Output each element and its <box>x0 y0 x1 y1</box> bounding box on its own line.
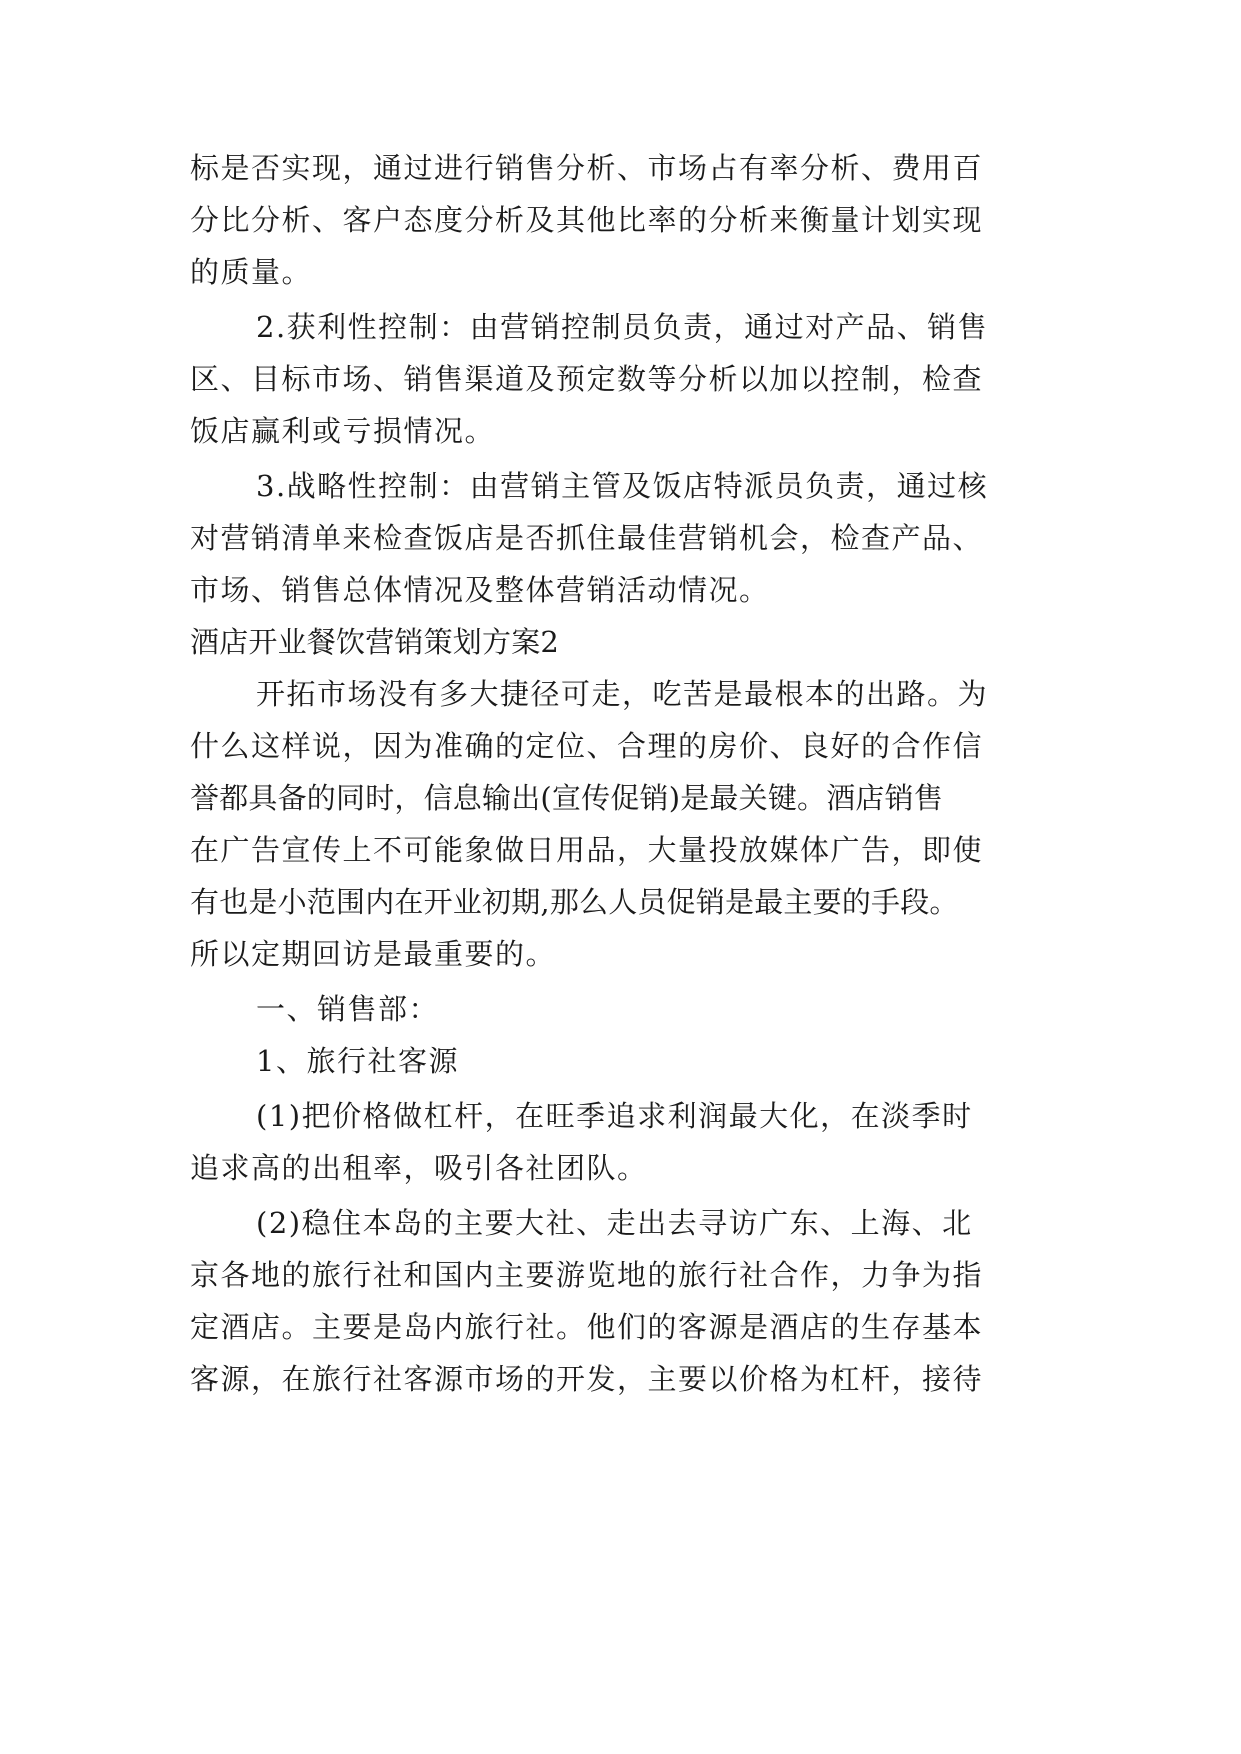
body-text-line: 饭店赢利或亏损情况。 <box>190 414 496 448</box>
body-text-line: 定酒店。主要是岛内旅行社。他们的客源是酒店的生存基本 <box>190 1310 984 1344</box>
list-item-text-line: 2.获利性控制：由营销控制员负责，通过对产品、销售 <box>256 310 989 344</box>
body-text-line: 区、目标市场、销售渠道及预定数等分析以加以控制，检查 <box>190 362 984 396</box>
body-text-line: 京各地的旅行社和国内主要游览地的旅行社合作，力争为指 <box>190 1258 984 1292</box>
body-text-line: 誉都具备的同时，信息输出(宣传促销)是最关键。酒店销售 <box>190 781 944 815</box>
body-text-line: 客源，在旅行社客源市场的开发，主要以价格为杠杆，接待 <box>190 1362 984 1396</box>
heading-sales-department: 一、销售部： <box>256 992 440 1026</box>
section-title: 酒店开业餐饮营销策划方案2 <box>190 625 560 659</box>
subheading-travel-agency-source: 1、旅行社客源 <box>256 1044 459 1078</box>
body-text-line: 分比分析、客户态度分析及其他比率的分析来衡量计划实现 <box>190 203 984 237</box>
body-text-line: 所以定期回访是最重要的。 <box>190 937 557 971</box>
body-text-line: 追求高的出租率，吸引各社团队。 <box>190 1151 648 1185</box>
list-item-text-line: 3.战略性控制：由营销主管及饭店特派员负责，通过核 <box>256 469 989 503</box>
body-text-line: 什么这样说，因为准确的定位、合理的房价、良好的合作信 <box>190 729 984 763</box>
body-text-line: 的质量。 <box>190 255 313 289</box>
list-item-text-line: (1)把价格做杠杆，在旺季追求利润最大化，在淡季时 <box>256 1099 973 1133</box>
list-item-text-line: (2)稳住本岛的主要大社、走出去寻访广东、上海、北 <box>256 1206 973 1240</box>
body-text-line: 对营销清单来检查饭店是否抓住最佳营销机会，检查产品、 <box>190 521 984 555</box>
body-text-line: 市场、销售总体情况及整体营销活动情况。 <box>190 573 770 607</box>
body-text-line: 有也是小范围内在开业初期,那么人员促销是最主要的手段。 <box>190 885 959 919</box>
body-text-line: 标是否实现，通过进行销售分析、市场占有率分析、费用百 <box>190 151 984 185</box>
body-text-line: 开拓市场没有多大捷径可走，吃苦是最根本的出路。为 <box>256 677 989 711</box>
body-text-line: 在广告宣传上不可能象做日用品，大量投放媒体广告，即使 <box>190 833 984 867</box>
